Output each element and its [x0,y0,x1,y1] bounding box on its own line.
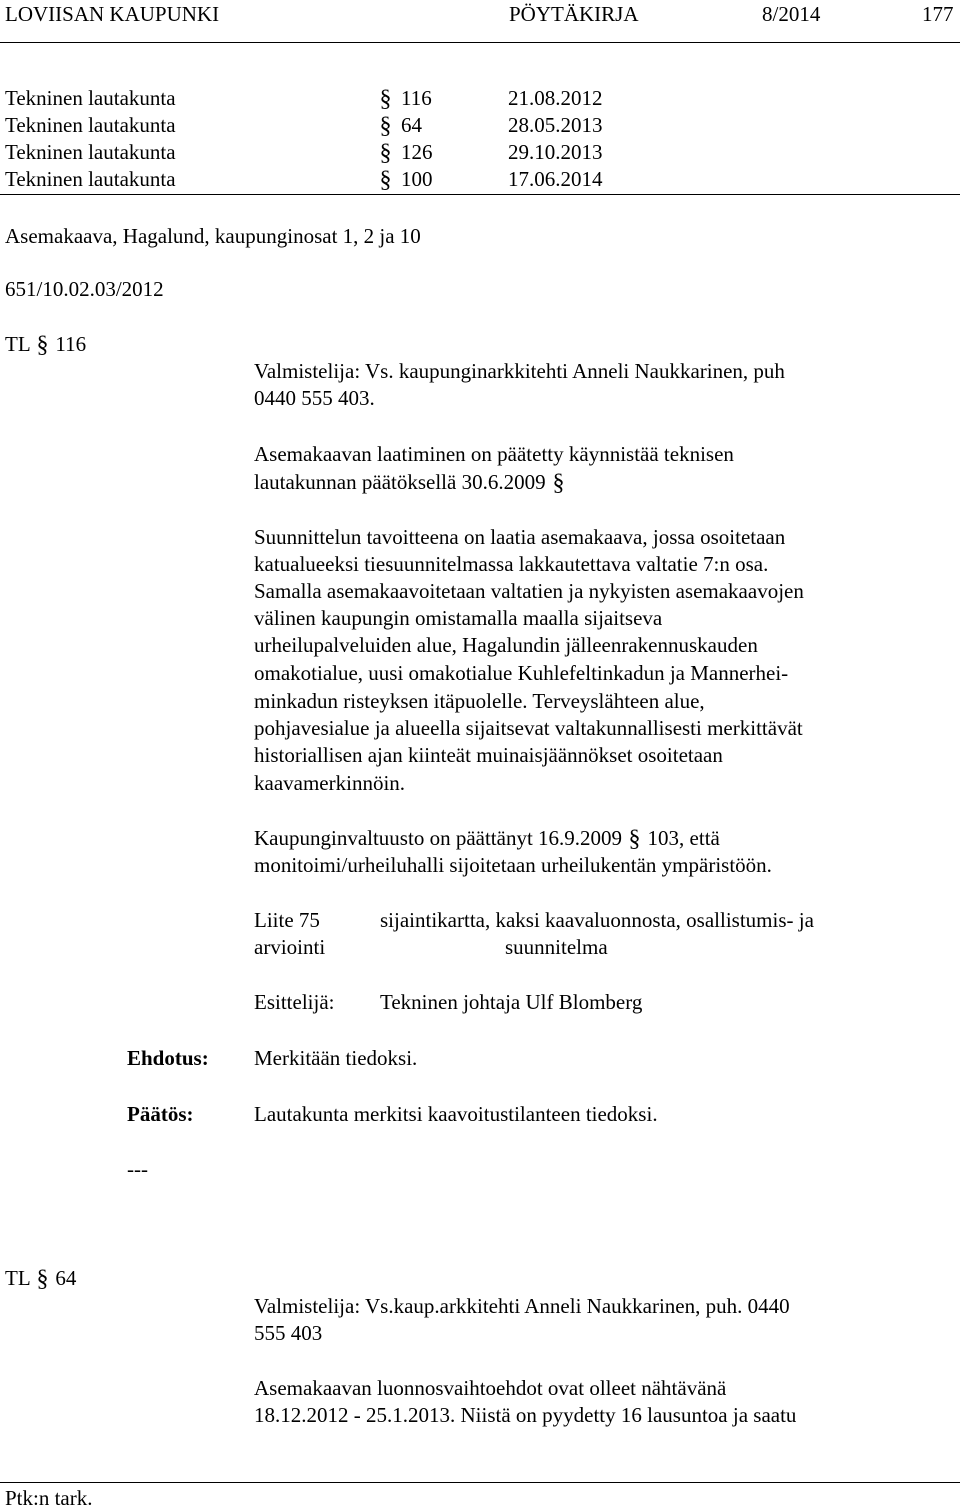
svg-text:§: § [380,141,391,165]
section-sign-icon [629,825,640,852]
presenter-label: Esittelijä: [254,990,335,1014]
svg-text:§: § [629,827,641,851]
tl-label: TL [5,1266,30,1290]
header-doc-no: 8/2014 [762,2,821,26]
footer-rule [0,1482,960,1483]
history-date: 29.10.2013 [508,140,603,164]
history-section: 100 [401,167,433,191]
section-sign-icon [553,469,564,496]
history-date: 17.06.2014 [508,167,603,191]
attachment-text: sijaintikartta, kaksi kaavaluonnosta, osallistumis- ja [380,908,814,932]
presenter-name: Tekninen johtaja Ulf Blomberg [380,990,643,1014]
history-body: Tekninen lautakunta [5,140,176,164]
header-doc-type: PÖYTÄKIRJA [509,2,639,26]
svg-text:§: § [380,114,391,138]
proposal-label: Ehdotus: [127,1046,209,1070]
paragraph-text: 103, että [647,826,720,850]
history-body: Tekninen lautakunta [5,113,176,137]
history-body: Tekninen lautakunta [5,86,176,110]
header-page-no: 177 [922,2,954,26]
preparer-line: 0440 555 403. [254,386,375,410]
svg-text:§: § [37,1267,49,1291]
paragraph-line: Suunnittelun tavoitteena on laatia asemakaava, jossa osoitetaan [254,525,786,549]
section-sign-icon [380,139,391,166]
tl-number: 64 [55,1266,77,1290]
preparer-line: Valmistelija: Vs.kaup.arkkitehti Anneli Naukkarinen, puh. 0440 [254,1294,790,1318]
history-section: 64 [401,113,422,137]
paragraph-line: Samalla asemakaavoitetaan valtatien ja nykyisten asemakaavojen [254,579,804,603]
svg-text:§: § [380,168,391,192]
paragraph-line [254,825,720,852]
diary-number: 651/10.02.03/2012 [5,277,164,301]
paragraph-line: historiallisen ajan kiinteät muinaisjäännökset osoitetaan [254,743,723,767]
tl64-heading [5,1265,76,1292]
history-section: 126 [401,140,433,164]
svg-text:§: § [552,471,564,495]
paragraph-text: Kaupunginvaltuusto on päättänyt 16.9.2009 [254,826,623,850]
item-title: Asemakaava, Hagalund, kaupunginosat 1, 2 ja 10 [5,224,421,248]
paragraph-line: urheilupalveluiden alue, Hagalundin jälleenrakennuskauden [254,633,758,657]
decision-text: Lautakunta merkitsi kaavoitustilanteen tiedoksi. [254,1102,658,1126]
section-sign-icon [380,85,391,112]
paragraph-line: kaavamerkinnöin. [254,771,406,795]
tl-label: TL [5,332,30,356]
paragraph-line: Asemakaavan laatiminen on päätetty käynnistää teknisen [254,442,734,466]
section-sign-icon [37,1265,48,1292]
history-date: 21.08.2012 [508,86,603,110]
history-section: 116 [401,86,432,110]
signature-label: Ptk:n tark. [5,1486,93,1510]
paragraph-line: monitoimi/urheiluhalli sijoitetaan urheilukentän ympäristöön. [254,853,772,877]
paragraph-line: 18.12.2012 - 25.1.2013. Niistä on pyydetty 16 lausuntoa ja saatu [254,1403,797,1427]
paragraph-line [254,469,564,496]
paragraph-line: omakotialue, uusi omakotialue Kuhlefeltinkadun ja Mannerhei- [254,661,789,685]
decision-label: Päätös: [127,1102,194,1126]
paragraph-line: minkadun risteyksen itäpuolelle. Terveyslähteen alue, [254,689,705,713]
tl116-heading [5,331,86,358]
header-org: LOVIISAN KAUPUNKI [5,2,220,26]
paragraph-text: lautakunnan päätöksellä 30.6.2009 [254,470,546,494]
history-body: Tekninen lautakunta [5,167,176,191]
header-rule [0,42,960,43]
proposal-text: Merkitään tiedoksi. [254,1046,418,1070]
svg-text:§: § [380,87,391,111]
section-sign-icon [380,112,391,139]
history-rule [0,194,960,195]
section-sign-icon [380,166,391,193]
paragraph-line: Asemakaavan luonnosvaihtoehdot ovat olleet nähtävänä [254,1376,727,1400]
section-sign-icon [37,331,48,358]
attachment-label: arviointi [254,935,326,959]
preparer-line: 555 403 [254,1321,323,1345]
history-date: 28.05.2013 [508,113,603,137]
separator: --- [127,1157,148,1181]
tl-number: 116 [55,332,87,356]
svg-text:§: § [37,333,49,357]
paragraph-line: katualueeksi tiesuunnitelmassa lakkautettava valtatie 7:n osa. [254,552,769,576]
paragraph-line: välinen kaupungin omistamalla maalla sijaitseva [254,606,663,630]
attachment-label: Liite 75 [254,908,320,932]
preparer-line: Valmistelija: Vs. kaupunginarkkitehti Anneli Naukkarinen, puh [254,359,785,383]
paragraph-line: pohjavesialue ja alueella sijaitsevat valtakunnallisesti merkittävät [254,716,803,740]
attachment-text: suunnitelma [505,935,608,959]
